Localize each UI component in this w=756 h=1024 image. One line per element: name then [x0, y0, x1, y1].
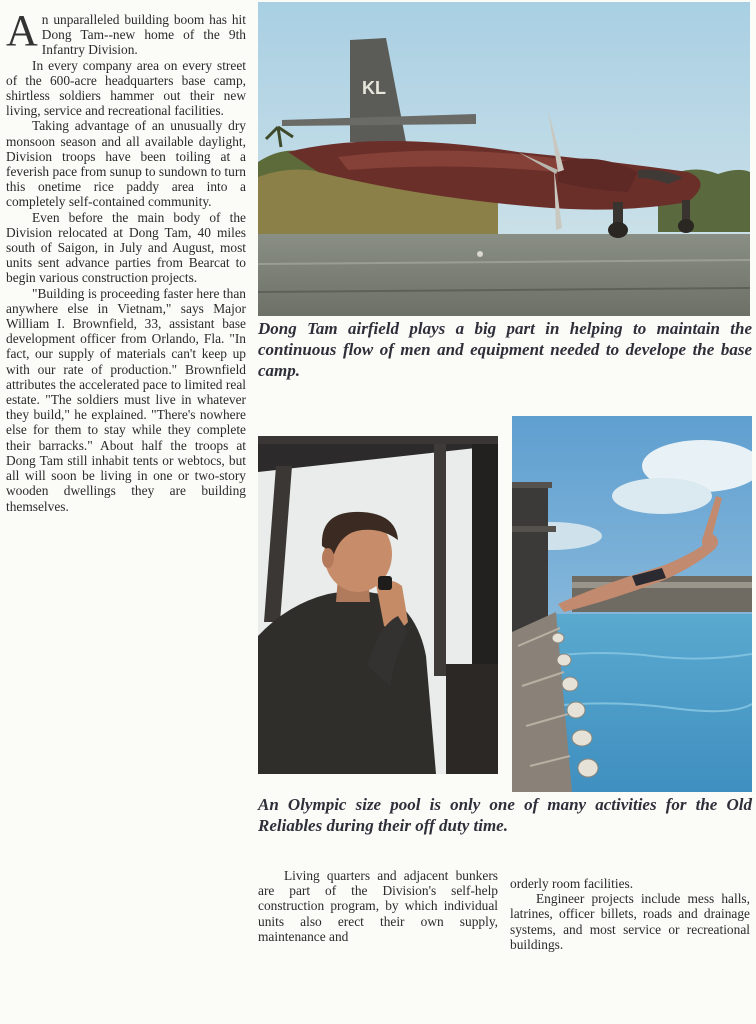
article-paragraph-6: Living quarters and adjacent bunkers are part of the Division's self-help construction program, by which individual units also erect their own supply, maintenance and — [258, 868, 498, 944]
article-paragraph-2: In every company area on every street of the 600-acre headquarters base camp, shirtless soldiers hammer out their new living, service and recreational facilities. — [6, 57, 246, 119]
article-paragraph-6-continued: orderly room facilities. — [510, 876, 634, 891]
airplane-image — [258, 2, 750, 316]
article-column-left — [6, 6, 246, 514]
article-paragraph-3: Taking advantage of an unusually dry monsoon season and all available daylight, Division troops have been toiling at a feverish pace from sunup to sundown to turn this onetime rice paddy area into a completely self-contained community. — [6, 118, 246, 210]
article-column-middle — [258, 868, 498, 944]
article-paragraph-5: "Building is proceeding faster here than anywhere else in Vietnam," says Major William I. Brownfield, 33, assistant base development officer from Orlando, Fla. "In fact, our supply of materials can't keep up with our rate of production." Brownfield attributes the accelerated pace to limited real estate. "The soldiers must live in whatever they build," he explained. "There's nowhere else for them to stay while they complete their barracks." About half the troops at Dong Tam still inhabit tents or webtocs, but all will soon be living in one or two-story wooden dwellings they are building themselves. — [6, 285, 246, 514]
article-paragraph-7: Engineer projects include mess halls, latrines, officer billets, roads and drainage systems, and most service or recreational buildings. — [510, 891, 750, 952]
pool-photo — [512, 416, 752, 792]
drop-cap: A — [6, 6, 38, 55]
tail-marking: KL — [362, 78, 386, 98]
radio-operator-photo — [258, 436, 498, 774]
airfield-photo — [258, 2, 750, 316]
pool-caption: An Olympic size pool is only one of many activities for the Old Reliables during their off duty time. — [258, 795, 752, 835]
article-column-right — [510, 876, 750, 952]
article-paragraph-1: An unparalleled building boom has hit Dong Tam--new home of the 9th Infantry Division. — [6, 6, 246, 58]
pool-diver-image — [512, 416, 752, 792]
article-paragraph-4: Even before the main body of the Division relocated at Dong Tam, 40 miles south of Saigon, in July and August, most units sent advance parties from Bearcat to begin various construction projects. — [6, 209, 246, 286]
radio-operator-image — [258, 436, 498, 774]
airfield-caption: Dong Tam airfield plays a big part in helping to maintain the continuous flow of men and equipment needed to develope the base camp. — [258, 319, 752, 380]
